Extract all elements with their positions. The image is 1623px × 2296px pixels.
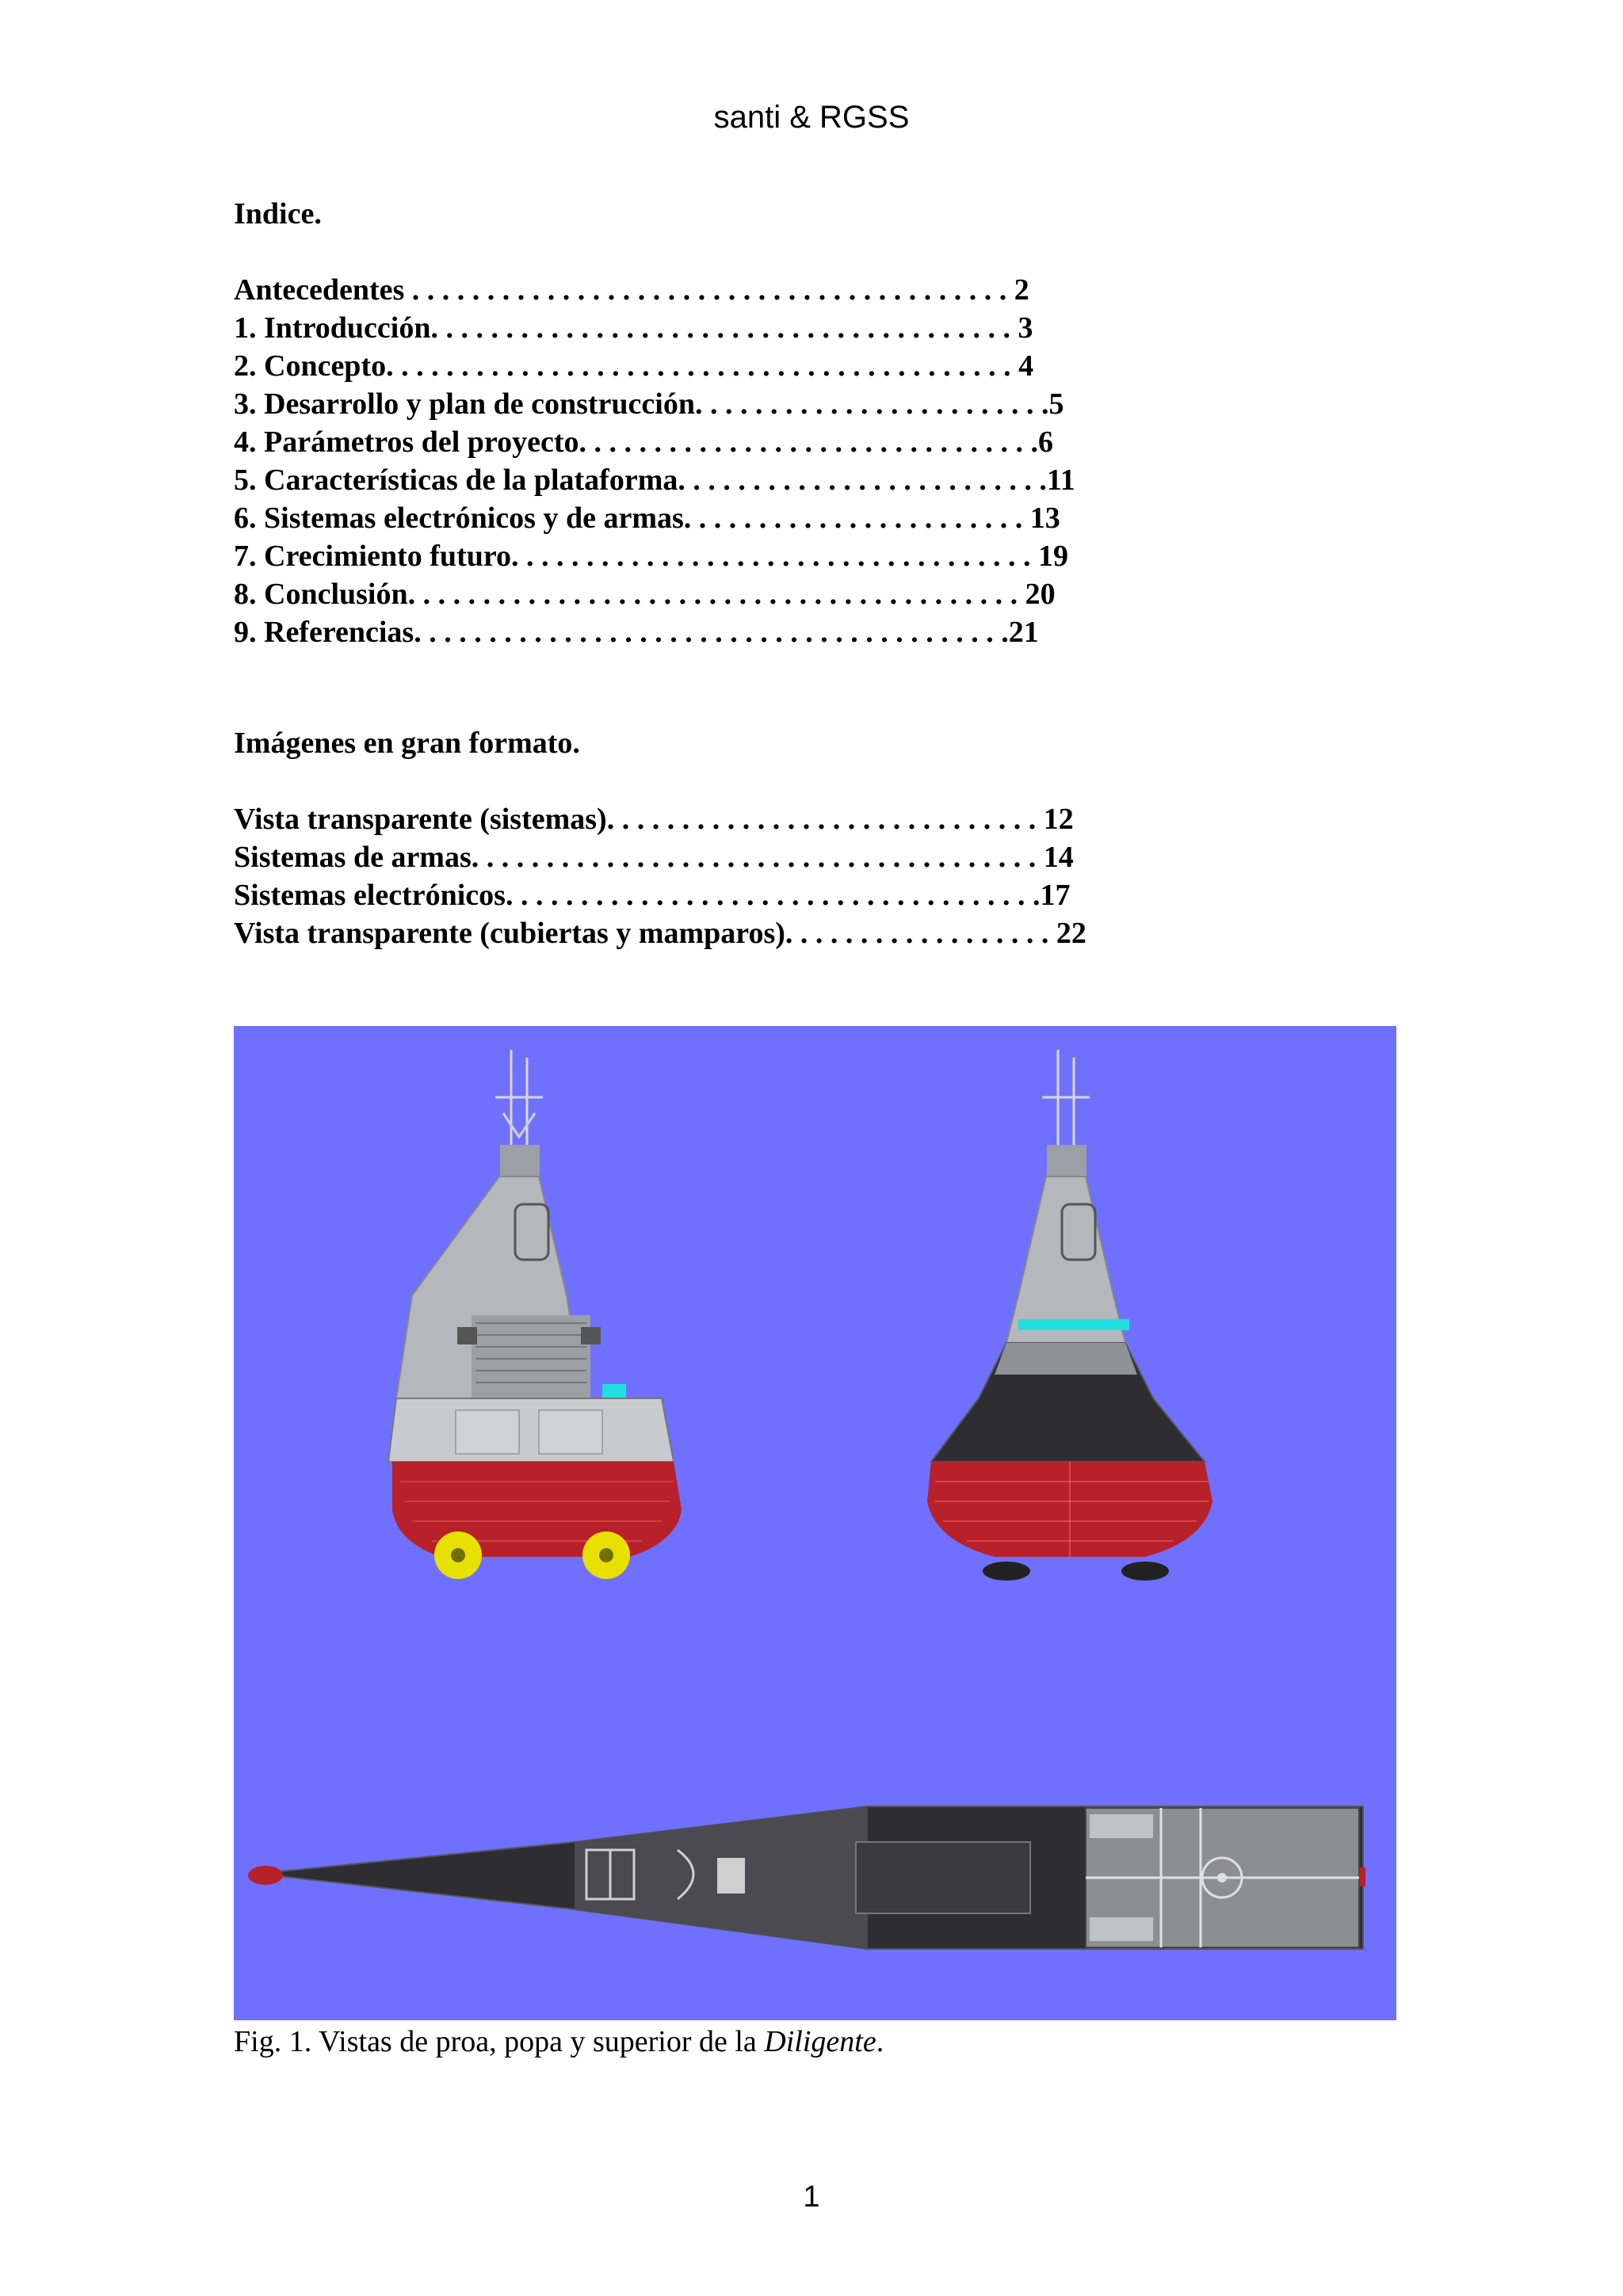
index-entry: 4. Parámetros del proyecto. . . . . . . . . . . . . . . . . . . . . . . . . . . . . . .6 xyxy=(234,425,1053,459)
top-view xyxy=(248,1806,1365,1949)
index-list xyxy=(234,271,1075,651)
index-entry: 3. Desarrollo y plan de construcción. . . . . . . . . . . . . . . . . . . . . . . .5 xyxy=(234,387,1064,421)
index-entry: 7. Crecimiento futuro. . . . . . . . . . . . . . . . . . . . . . . . . . . . . . . . . . . 19 xyxy=(234,540,1069,573)
index-entry: 9. Referencias. . . . . . . . . . . . . . . . . . . . . . . . . . . . . . . . . . . . . . . .21 xyxy=(234,616,1039,649)
index-entry: Antecedentes . . . . . . . . . . . . . . . . . . . . . . . . . . . . . . . . . . . . . . . . 2 xyxy=(234,273,1029,307)
stern-view xyxy=(927,1050,1212,1581)
page-number: 1 xyxy=(803,2180,820,2214)
caption-ship-name: Diligente xyxy=(764,2025,876,2058)
images-entry: Vista transparente (sistemas). . . . . . . . . . . . . . . . . . . . . . . . . . . . . 12 xyxy=(234,803,1074,836)
index-entry: 5. Características de la plataforma. . . . . . . . . . . . . . . . . . . . . . . . .11 xyxy=(234,463,1075,497)
caption-suffix: . xyxy=(876,2025,884,2058)
index-entry: 6. Sistemas electrónicos y de armas. . . . . . . . . . . . . . . . . . . . . . . 13 xyxy=(234,502,1060,535)
figure-caption xyxy=(234,2024,884,2059)
caption-prefix: Fig. 1. Vistas de proa, popa y superior de la xyxy=(234,2025,765,2058)
images-entry: Sistemas de armas. . . . . . . . . . . . . . . . . . . . . . . . . . . . . . . . . . . . . . 14 xyxy=(234,841,1074,874)
images-list xyxy=(234,800,1086,952)
ship-views-figure xyxy=(234,1026,1396,2020)
bow-view xyxy=(388,1050,682,1579)
images-heading: Imágenes en gran formato. xyxy=(234,727,580,760)
index-entry: 8. Conclusión. . . . . . . . . . . . . . . . . . . . . . . . . . . . . . . . . . . . . . . . . 20 xyxy=(234,578,1056,611)
page-header: santi & RGSS xyxy=(713,100,910,135)
images-entry: Vista transparente (cubiertas y mamparos). . . . . . . . . . . . . . . . . . 22 xyxy=(234,917,1086,950)
index-heading: Indice. xyxy=(234,197,322,231)
ship-views-illustration xyxy=(234,1026,1396,2020)
index-entry: 2. Concepto. . . . . . . . . . . . . . . . . . . . . . . . . . . . . . . . . . . . . . . . . . 4 xyxy=(234,349,1034,383)
index-entry: 1. Introducción. . . . . . . . . . . . . . . . . . . . . . . . . . . . . . . . . . . . . . . 3 xyxy=(234,311,1033,345)
images-entry: Sistemas electrónicos. . . . . . . . . . . . . . . . . . . . . . . . . . . . . . . . . . . .17 xyxy=(234,879,1071,912)
